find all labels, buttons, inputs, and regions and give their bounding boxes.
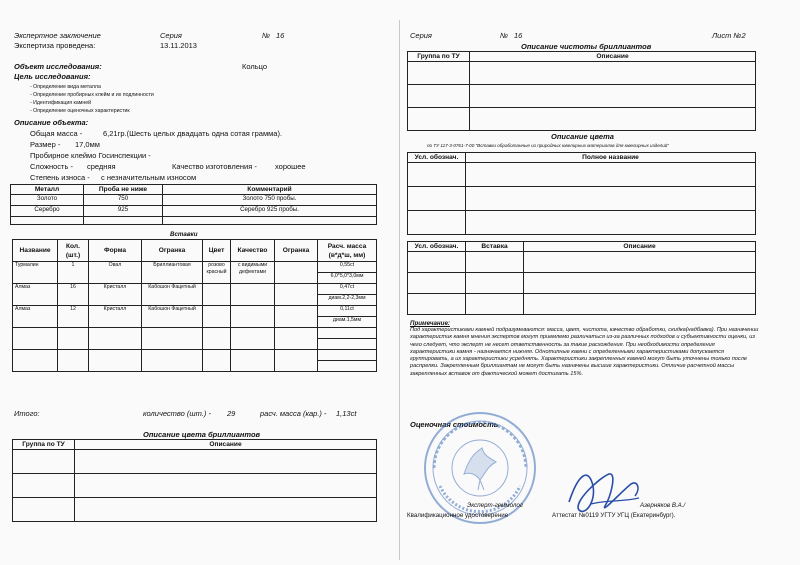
stone-mass-value: 0,55ct: [318, 262, 376, 273]
table-row: [13, 474, 377, 498]
quality-value: хорошее: [275, 162, 306, 171]
column-header: Огранка: [142, 240, 203, 262]
column-header: Огранка: [275, 240, 318, 262]
stone-dimensions: 6,0*5,0*3,0мм: [330, 273, 364, 279]
total-mass-value: 1,13ct: [336, 409, 357, 418]
quality-label: Качество изготовления -: [172, 162, 257, 171]
document-number: 16: [276, 31, 285, 40]
color-table: [407, 152, 756, 235]
stone-cut2-cell: [275, 284, 318, 306]
total-mass-label: расч. масса (кар.) -: [260, 409, 327, 418]
table-row: [408, 273, 756, 294]
metal-table: [10, 184, 377, 225]
table-row: [13, 262, 377, 284]
stone-mass-value: 0,47ct: [318, 284, 376, 295]
stone-color-cell: [203, 306, 231, 328]
description-title: Описание объекта:: [14, 118, 89, 127]
table-row: [408, 294, 756, 315]
goal-item: - Идентификация камней: [30, 100, 91, 106]
column-header: Усл. обознач.: [408, 242, 466, 252]
table-header-row: [408, 242, 756, 252]
stone-name-cell: Алмаз: [13, 306, 58, 328]
goal-item: - Определение оценочных характеристик: [30, 108, 130, 114]
table-header-row: [13, 240, 377, 262]
stone-quality-cell: с видимыми дефектами: [231, 262, 275, 284]
goal-item: - Определение вида металла: [30, 84, 101, 90]
stone-mass-value: 0,11ct: [318, 306, 376, 317]
table-row: [13, 284, 377, 306]
column-header: Проба не ниже: [84, 185, 163, 195]
color-section-title: Описание цвета бриллиантов: [143, 430, 261, 439]
diamond-color-table: [12, 439, 377, 522]
table-row: [11, 217, 377, 225]
stone-form-cell: Кристалл: [89, 284, 142, 306]
column-header: Комментарий: [163, 185, 377, 195]
inserts-title: Вставки: [170, 231, 198, 238]
stone-cut-cell: Кабошон Фацетный: [142, 284, 203, 306]
series-label: Серия: [410, 31, 432, 40]
object-value: Кольцо: [242, 62, 268, 71]
stone-name-cell: Турмалин: [13, 262, 58, 284]
document-number: 16: [514, 31, 523, 40]
stone-mass-cell: [318, 306, 377, 328]
column-header: Кол. (шт.): [58, 240, 89, 262]
stone-cut-cell: Кабошон Фацетный: [142, 306, 203, 328]
object-label: Объект исследования:: [14, 62, 102, 71]
column-header: Вставка: [466, 242, 524, 252]
column-header: Название: [13, 240, 58, 262]
stone-form-cell: Кристалл: [89, 306, 142, 328]
column-header: Форма: [89, 240, 142, 262]
total-qty-value: 29: [227, 409, 236, 418]
color-description-title: Описание цвета: [551, 132, 614, 141]
total-qty-label: количество (шт.) -: [143, 409, 211, 418]
wear-value: с незначительным износом: [101, 173, 197, 182]
column-header: Группа по ТУ: [13, 440, 75, 450]
stone-quality-cell: [231, 284, 275, 306]
date-label: Экспертиза проведена:: [14, 41, 96, 50]
total-label: Итого:: [14, 409, 40, 418]
inserts-legend-table: [407, 241, 756, 315]
stone-mass-cell: [318, 284, 377, 306]
mass-value: 6,21гр.(Шесть целых двадцать одна сотая грамма).: [103, 129, 283, 138]
stone-quality-cell: [231, 306, 275, 328]
table-row: [11, 206, 377, 217]
table-row: [11, 195, 377, 206]
metal-cell: Серебро: [11, 206, 84, 217]
purity-title: Описание чистоты бриллиантов: [521, 42, 652, 51]
comment-cell: Серебро 925 пробы.: [163, 206, 377, 217]
table-row: [13, 328, 377, 350]
stone-color-cell: [203, 284, 231, 306]
stone-cut2-cell: [275, 306, 318, 328]
column-header: Металл: [11, 185, 84, 195]
table-row: [13, 350, 377, 372]
column-header: Качество: [231, 240, 275, 262]
size-label: Размер -: [30, 140, 61, 149]
table-row: [13, 306, 377, 328]
column-header: Описание: [470, 52, 756, 62]
table-row: [408, 62, 756, 85]
certificate-number: Аттестат №0119 УГТУ УГЦ (Екатеринбург).: [552, 512, 676, 519]
metal-cell: Золото: [11, 195, 84, 206]
stone-dimensions: диам.1,5мм: [332, 317, 362, 323]
column-header: Описание: [75, 440, 377, 450]
qualification-label: Квалификационное удостоверение: [407, 512, 509, 519]
stone-mass-cell: [318, 262, 377, 284]
table-header-row: [408, 52, 756, 62]
color-standard-subtitle: по ТУ 117-3-0761-7-00 "Вставки обработанные из природных ювелирных материалов для ювелирных изделий": [427, 143, 669, 148]
examination-date: 13.11.2013: [160, 41, 197, 50]
purity-table: [407, 51, 756, 131]
stone-qty-cell: 1: [58, 262, 89, 284]
table-header-row: [408, 153, 756, 163]
fineness-cell: 925: [84, 206, 163, 217]
number-label: №: [262, 31, 271, 40]
table-row: [13, 498, 377, 522]
goals-title: Цель исследования:: [14, 72, 91, 81]
official-seal-stamp: [420, 408, 540, 528]
stone-dimensions: диам.2,2-2,3мм: [328, 295, 366, 301]
column-header: Цвет: [203, 240, 231, 262]
column-header: Описание: [524, 242, 756, 252]
note-title: Примечание:: [410, 320, 450, 327]
table-row: [408, 85, 756, 108]
table-row: [408, 252, 756, 273]
mass-label: Общая масса -: [30, 129, 83, 138]
table-header-row: [11, 185, 377, 195]
conclusion-label: Экспертное заключение: [14, 31, 101, 40]
valuation-label: Оценочная стоимость: [410, 420, 499, 429]
stone-name-cell: Алмаз: [13, 284, 58, 306]
table-row: [408, 108, 756, 131]
column-header: Группа по ТУ: [408, 52, 470, 62]
series-label: Серия: [160, 31, 182, 40]
table-header-row: [13, 440, 377, 450]
sheet-number: Лист №2: [712, 31, 746, 40]
goal-item: - Определение пробирных клейм и их подлинности: [30, 92, 154, 98]
stone-color-cell: розово красный: [203, 262, 231, 284]
hallmark-label: Пробирное клеймо Госинспекции -: [30, 151, 151, 160]
comment-cell: Золото 750 пробы.: [163, 195, 377, 206]
complexity-label: Сложность -: [30, 162, 73, 171]
note-text: Под характеристиками камней подразумеваются: масса, цвет, чистота, качество обработки, скидка(надбавка). При назначении характеристик камня мнения экспертов могут приемлемо различаться из-за различных подходов и субъективности оценки, из чего следует, что эксперт не несет ответственность за такие расхождения. При необходимости определения характеристики камня - назначается нижняя. Однотипные камни с определенными характеристиками допускается группировать, а их характеристики усреднять. Характеристики закрепленных камней могут быть уточнены только после распрепки. Закрепленным бриллиантам не могут быть назначены высшие характеристики. Отличие расчетной массы закрепленных вставок от фактической может достигать 15%.: [410, 327, 759, 377]
expert-name: Азерняков В.А./: [640, 502, 686, 509]
table-row: [13, 450, 377, 474]
wear-label: Степень износа -: [30, 173, 90, 182]
column-header: Усл. обознач.: [408, 153, 466, 163]
column-header: Расч. масса (в*д*ш, мм): [318, 240, 377, 262]
complexity-value: средняя: [87, 162, 116, 171]
stone-cut2-cell: [275, 262, 318, 284]
fineness-cell: 750: [84, 195, 163, 206]
stone-qty-cell: 12: [58, 306, 89, 328]
stone-cut-cell: Бриллиантовая: [142, 262, 203, 284]
table-row: [408, 187, 756, 211]
expert-label: Эксперт-геммолог: [467, 502, 523, 509]
column-header: Полное название: [466, 153, 756, 163]
table-row: [408, 211, 756, 235]
size-value: 17,0мм: [75, 140, 100, 149]
stone-qty-cell: 16: [58, 284, 89, 306]
number-label: №: [500, 31, 509, 40]
inserts-table: [12, 239, 377, 372]
stone-form-cell: Овал: [89, 262, 142, 284]
page-fold-divider: [399, 20, 400, 560]
table-row: [408, 163, 756, 187]
